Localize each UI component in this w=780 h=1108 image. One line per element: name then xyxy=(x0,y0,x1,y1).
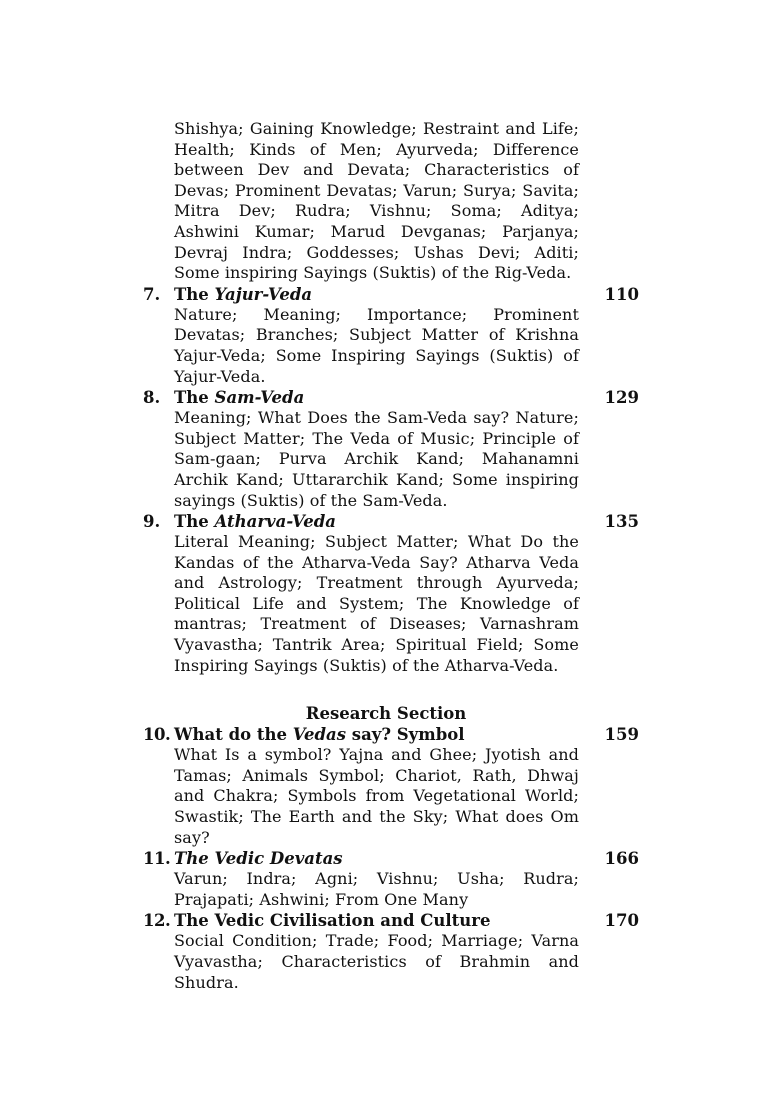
entry-number: 11. xyxy=(143,849,171,869)
entry-number: 9. xyxy=(143,512,161,532)
table-of-contents xyxy=(143,119,639,993)
entry-title: The Yajur-Veda xyxy=(174,284,313,304)
entry-title: The Atharva-Veda xyxy=(174,512,336,532)
toc-entry-7 xyxy=(143,284,639,387)
entry-number: 7. xyxy=(143,284,161,304)
toc-entry-10 xyxy=(143,724,639,848)
toc-entry-heading xyxy=(143,284,639,305)
toc-entry-9 xyxy=(143,511,639,676)
toc-entry-8 xyxy=(143,387,639,511)
entry-number: 12. xyxy=(143,911,171,931)
entry-title: The Vedic Devatas xyxy=(174,849,343,869)
entry-description: Nature; Meaning; Importance; Prominent Devatas; Branches; Subject Matter of Krishna Yajur-Veda; Some Inspiring Sayings (Suktis) of Yajur-Veda. xyxy=(174,304,579,386)
entry-description: Literal Meaning; Subject Matter; What Do the Kandas of the Atharva-Veda Say? Atharva Veda and Astrology; Treatment through Ayurveda; Political Life and System; The Knowledge of mantras; Treatment of Diseases; Varnashram Vyavastha; Tantrik Area; Spiritual Field; Some Inspiring Sayings (Suktis) of the Atharva-Veda. xyxy=(174,532,579,675)
toc-entry-heading xyxy=(143,910,639,931)
entry-description: What Is a symbol? Yajna and Ghee; Jyotish and Tamas; Animals Symbol; Chariot, Rath, Dhwaj and Chakra; Symbols from Vegetational World; Swastik; The Earth and the Sky; What does Om say? xyxy=(174,745,579,847)
toc-entry-11 xyxy=(143,848,639,910)
entry-description: Meaning; What Does the Sam-Veda say? Nature; Subject Matter; The Veda of Music; Principle of Sam-gaan; Purva Archik Kand; Mahanamni Archik Kand; Uttararchik Kand; Some inspiring sayings (Suktis) of the Sam-Veda. xyxy=(174,408,579,510)
entry-page-number: 170 xyxy=(604,911,639,931)
section-heading: Research Section xyxy=(305,704,467,724)
entry-title: What do the Vedas say? Symbol xyxy=(174,725,465,745)
toc-entry-heading xyxy=(143,848,639,869)
entry-number: 8. xyxy=(143,388,161,408)
entry-page-number: 129 xyxy=(604,388,639,408)
entry-page-number: 110 xyxy=(604,284,639,304)
toc-entry-heading xyxy=(143,511,639,532)
entry-page-number: 135 xyxy=(604,512,639,532)
entry-number: 10. xyxy=(143,725,171,745)
entry-page-number: 159 xyxy=(604,725,639,745)
entry-description: Social Condition; Trade; Food; Marriage; Varna Vyavastha; Characteristics of Brahmin and Shudra. xyxy=(174,931,579,992)
toc-entry-heading xyxy=(143,724,639,745)
entry-title: The Vedic Civilisation and Culture xyxy=(174,911,491,931)
continued-description: Shishya; Gaining Knowledge; Restraint and Life; Health; Kinds of Men; Ayurveda; Difference between Dev and Devata; Characteristics of Devas; Prominent Devatas; Varun; Surya; Savita; Mitra Dev; Rudra; Vishnu; Soma; Aditya; Ashwini Kumar; Marud Devganas; Parjanya; Devraj Indra; Goddesses; Ushas Devi; Aditi; Some inspiring Sayings (Suktis) of the Rig-Veda. xyxy=(174,119,579,283)
entry-title: The Sam-Veda xyxy=(174,388,305,408)
toc-entry-heading xyxy=(143,387,639,408)
toc-entry-12 xyxy=(143,910,639,993)
entry-description: Varun; Indra; Agni; Vishnu; Usha; Rudra; Prajapati; Ashwini; From One Many xyxy=(174,869,579,909)
entry-page-number: 166 xyxy=(604,849,639,869)
